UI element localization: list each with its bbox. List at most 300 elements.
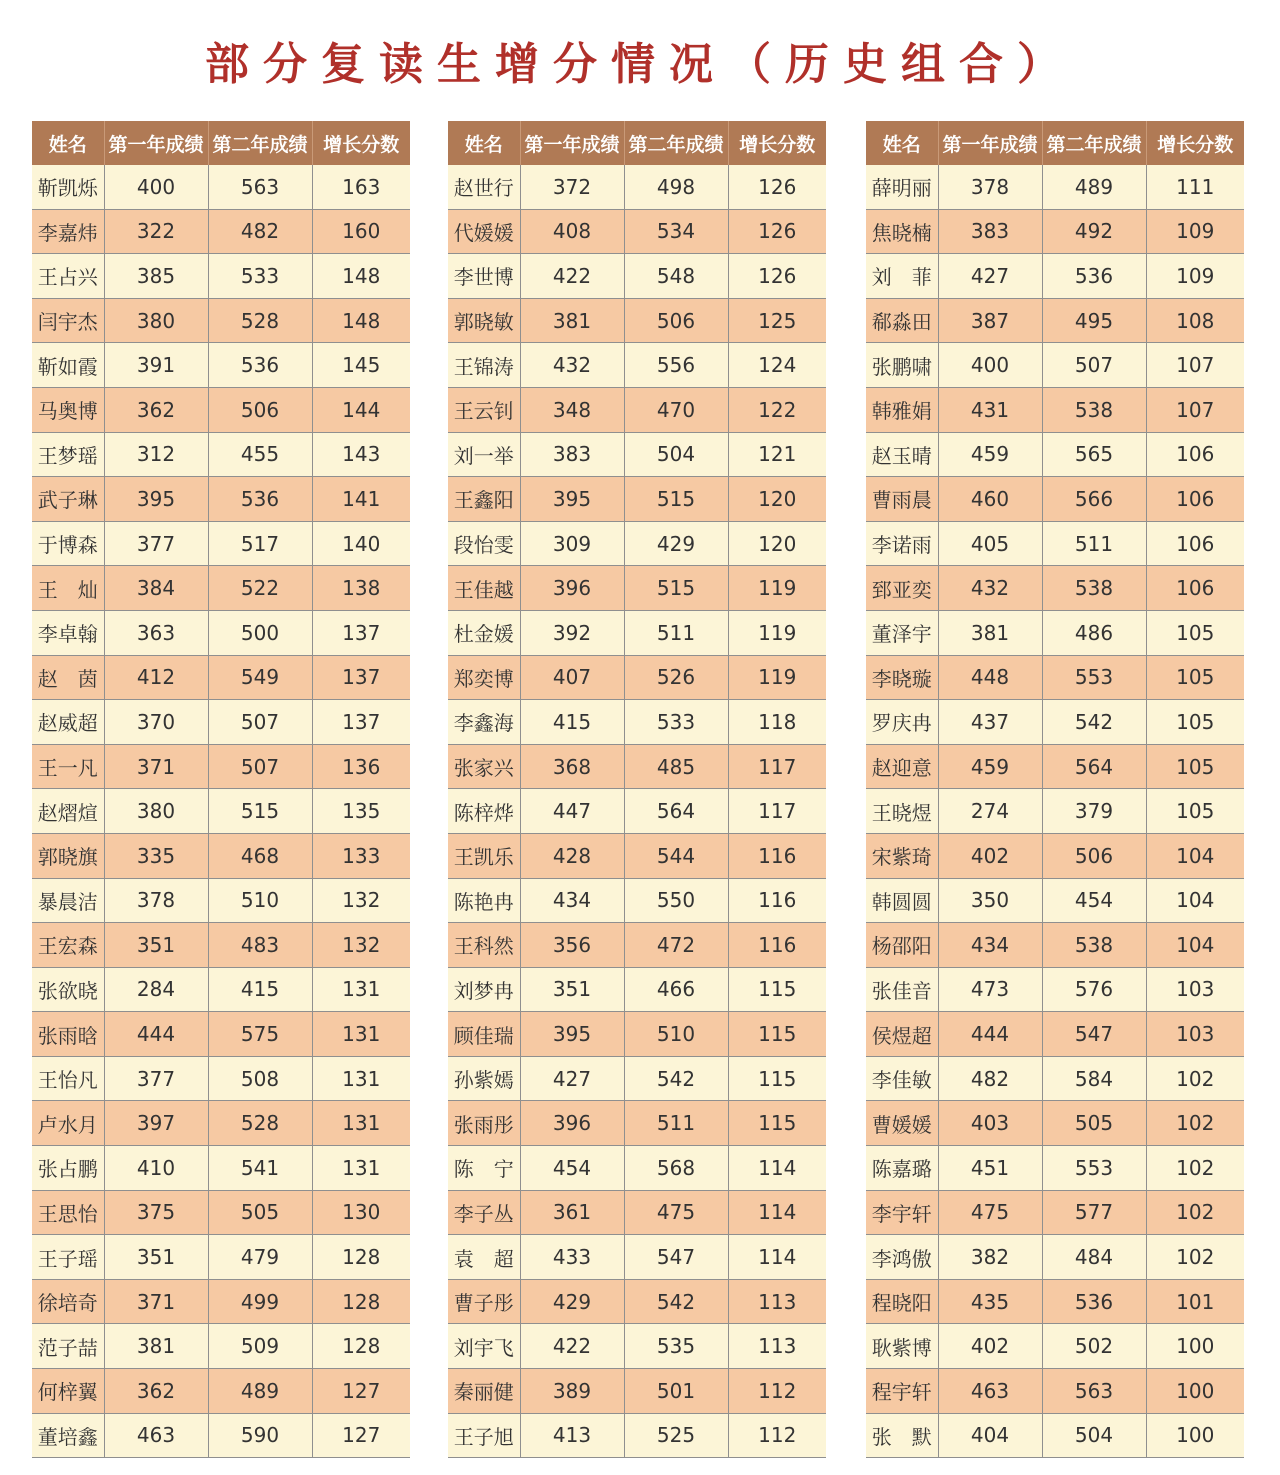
table-row xyxy=(32,477,410,522)
student-name: 李晓璇 xyxy=(866,655,938,700)
second-year-score: 511 xyxy=(1042,521,1146,566)
header-first-year: 第一年成绩 xyxy=(104,121,208,165)
second-year-score: 538 xyxy=(1042,566,1146,611)
student-name: 刘宇飞 xyxy=(448,1324,520,1369)
first-year-score: 370 xyxy=(104,700,208,745)
header-name: 姓名 xyxy=(866,121,938,165)
score-increase: 103 xyxy=(1146,1012,1244,1057)
first-year-score: 362 xyxy=(104,1369,208,1414)
second-year-score: 466 xyxy=(624,967,728,1012)
score-increase: 125 xyxy=(728,298,826,343)
first-year-score: 434 xyxy=(520,878,624,923)
student-name: 赵 茵 xyxy=(32,655,104,700)
student-name: 程宇轩 xyxy=(866,1369,938,1414)
score-increase: 112 xyxy=(728,1413,826,1458)
student-name: 韩圆圆 xyxy=(866,878,938,923)
first-year-score: 384 xyxy=(104,566,208,611)
table-row xyxy=(448,1279,826,1324)
second-year-score: 511 xyxy=(624,610,728,655)
first-year-score: 383 xyxy=(938,209,1042,254)
table-row xyxy=(448,1235,826,1280)
second-year-score: 536 xyxy=(1042,254,1146,299)
first-year-score: 361 xyxy=(520,1190,624,1235)
student-name: 孙紫嫣 xyxy=(448,1056,520,1101)
first-year-score: 459 xyxy=(938,432,1042,477)
second-year-score: 508 xyxy=(208,1056,312,1101)
table-row xyxy=(32,610,410,655)
first-year-score: 397 xyxy=(104,1101,208,1146)
table-row xyxy=(866,1413,1244,1458)
second-year-score: 536 xyxy=(1042,1279,1146,1324)
table-row xyxy=(32,744,410,789)
score-increase: 100 xyxy=(1146,1324,1244,1369)
second-year-score: 492 xyxy=(1042,209,1146,254)
second-year-score: 568 xyxy=(624,1146,728,1191)
second-year-score: 489 xyxy=(1042,165,1146,209)
score-table-2 xyxy=(448,121,826,1458)
table-row xyxy=(32,343,410,388)
header-second-year: 第二年成绩 xyxy=(624,121,728,165)
second-year-score: 515 xyxy=(208,789,312,834)
score-increase: 141 xyxy=(312,477,410,522)
score-increase: 118 xyxy=(728,700,826,745)
student-name: 李鸿傲 xyxy=(866,1235,938,1280)
first-year-score: 475 xyxy=(938,1190,1042,1235)
score-increase: 145 xyxy=(312,343,410,388)
second-year-score: 575 xyxy=(208,1012,312,1057)
table-row xyxy=(32,878,410,923)
first-year-score: 381 xyxy=(104,1324,208,1369)
second-year-score: 536 xyxy=(208,477,312,522)
first-year-score: 391 xyxy=(104,343,208,388)
first-year-score: 482 xyxy=(938,1056,1042,1101)
table-row xyxy=(866,254,1244,299)
first-year-score: 351 xyxy=(520,967,624,1012)
score-table-1 xyxy=(32,121,410,1458)
table-row xyxy=(866,1324,1244,1369)
table-row xyxy=(866,878,1244,923)
table-row xyxy=(32,165,410,209)
second-year-score: 542 xyxy=(1042,700,1146,745)
score-increase: 106 xyxy=(1146,566,1244,611)
score-increase: 102 xyxy=(1146,1190,1244,1235)
student-name: 于博森 xyxy=(32,521,104,566)
second-year-score: 538 xyxy=(1042,387,1146,432)
score-increase: 131 xyxy=(312,1101,410,1146)
header-second-year: 第二年成绩 xyxy=(1042,121,1146,165)
score-increase: 140 xyxy=(312,521,410,566)
first-year-score: 309 xyxy=(520,521,624,566)
second-year-score: 577 xyxy=(1042,1190,1146,1235)
table-row xyxy=(32,254,410,299)
student-name: 李卓翰 xyxy=(32,610,104,655)
student-name: 郭晓旗 xyxy=(32,833,104,878)
score-increase: 122 xyxy=(728,387,826,432)
student-name: 王宏森 xyxy=(32,923,104,968)
student-name: 曹雨晨 xyxy=(866,477,938,522)
second-year-score: 489 xyxy=(208,1369,312,1414)
first-year-score: 413 xyxy=(520,1413,624,1458)
second-year-score: 504 xyxy=(1042,1413,1146,1458)
student-name: 赵玉晴 xyxy=(866,432,938,477)
table-row xyxy=(32,967,410,1012)
score-increase: 106 xyxy=(1146,432,1244,477)
second-year-score: 472 xyxy=(624,923,728,968)
first-year-score: 371 xyxy=(104,744,208,789)
table-row xyxy=(448,1146,826,1191)
table-row xyxy=(32,1056,410,1101)
score-increase: 137 xyxy=(312,655,410,700)
first-year-score: 402 xyxy=(938,1324,1042,1369)
first-year-score: 380 xyxy=(104,298,208,343)
student-name: 王 灿 xyxy=(32,566,104,611)
score-increase: 104 xyxy=(1146,833,1244,878)
second-year-score: 584 xyxy=(1042,1056,1146,1101)
table-row xyxy=(32,700,410,745)
table-row xyxy=(866,566,1244,611)
score-increase: 102 xyxy=(1146,1146,1244,1191)
score-increase: 131 xyxy=(312,1056,410,1101)
table-row xyxy=(448,298,826,343)
score-increase: 126 xyxy=(728,165,826,209)
score-increase: 103 xyxy=(1146,967,1244,1012)
student-name: 王子瑶 xyxy=(32,1235,104,1280)
student-name: 王佳越 xyxy=(448,566,520,611)
header-first-year: 第一年成绩 xyxy=(520,121,624,165)
first-year-score: 378 xyxy=(104,878,208,923)
second-year-score: 484 xyxy=(1042,1235,1146,1280)
student-name: 李宇轩 xyxy=(866,1190,938,1235)
student-name: 刘 菲 xyxy=(866,254,938,299)
student-name: 武子琳 xyxy=(32,477,104,522)
table-row xyxy=(448,209,826,254)
table-row xyxy=(448,1056,826,1101)
student-name: 赵威超 xyxy=(32,700,104,745)
score-increase: 107 xyxy=(1146,387,1244,432)
first-year-score: 437 xyxy=(938,700,1042,745)
second-year-score: 510 xyxy=(208,878,312,923)
score-increase: 115 xyxy=(728,1101,826,1146)
first-year-score: 395 xyxy=(104,477,208,522)
student-name: 陈嘉璐 xyxy=(866,1146,938,1191)
second-year-score: 522 xyxy=(208,566,312,611)
first-year-score: 427 xyxy=(938,254,1042,299)
score-increase: 143 xyxy=(312,432,410,477)
student-name: 刘一举 xyxy=(448,432,520,477)
first-year-score: 389 xyxy=(520,1369,624,1414)
score-increase: 127 xyxy=(312,1369,410,1414)
second-year-score: 482 xyxy=(208,209,312,254)
student-name: 代媛媛 xyxy=(448,209,520,254)
first-year-score: 402 xyxy=(938,833,1042,878)
score-increase: 138 xyxy=(312,566,410,611)
table-row xyxy=(448,744,826,789)
first-year-score: 407 xyxy=(520,655,624,700)
score-increase: 105 xyxy=(1146,610,1244,655)
first-year-score: 284 xyxy=(104,967,208,1012)
table-row xyxy=(448,165,826,209)
score-increase: 114 xyxy=(728,1235,826,1280)
first-year-score: 368 xyxy=(520,744,624,789)
student-name: 王锦涛 xyxy=(448,343,520,388)
second-year-score: 499 xyxy=(208,1279,312,1324)
second-year-score: 486 xyxy=(1042,610,1146,655)
student-name: 董培鑫 xyxy=(32,1413,104,1458)
first-year-score: 434 xyxy=(938,923,1042,968)
table-row xyxy=(866,744,1244,789)
score-increase: 137 xyxy=(312,610,410,655)
student-name: 王一凡 xyxy=(32,744,104,789)
second-year-score: 535 xyxy=(624,1324,728,1369)
second-year-score: 379 xyxy=(1042,789,1146,834)
score-increase: 105 xyxy=(1146,655,1244,700)
score-increase: 148 xyxy=(312,298,410,343)
first-year-score: 371 xyxy=(104,1279,208,1324)
table-row xyxy=(866,477,1244,522)
second-year-score: 548 xyxy=(624,254,728,299)
first-year-score: 400 xyxy=(104,165,208,209)
student-name: 王晓煜 xyxy=(866,789,938,834)
first-year-score: 433 xyxy=(520,1235,624,1280)
first-year-score: 351 xyxy=(104,1235,208,1280)
second-year-score: 507 xyxy=(208,700,312,745)
first-year-score: 431 xyxy=(938,387,1042,432)
second-year-score: 501 xyxy=(624,1369,728,1414)
score-increase: 100 xyxy=(1146,1369,1244,1414)
first-year-score: 392 xyxy=(520,610,624,655)
second-year-score: 549 xyxy=(208,655,312,700)
first-year-score: 382 xyxy=(938,1235,1042,1280)
first-year-score: 410 xyxy=(104,1146,208,1191)
student-name: 张占鹏 xyxy=(32,1146,104,1191)
score-increase: 132 xyxy=(312,923,410,968)
first-year-score: 412 xyxy=(104,655,208,700)
student-name: 杨邵阳 xyxy=(866,923,938,968)
score-increase: 120 xyxy=(728,521,826,566)
second-year-score: 564 xyxy=(624,789,728,834)
second-year-score: 563 xyxy=(208,165,312,209)
student-name: 段怡雯 xyxy=(448,521,520,566)
table-row xyxy=(448,1101,826,1146)
table-row xyxy=(32,1012,410,1057)
student-name: 张欲晓 xyxy=(32,967,104,1012)
score-increase: 144 xyxy=(312,387,410,432)
score-increase: 102 xyxy=(1146,1235,1244,1280)
second-year-score: 475 xyxy=(624,1190,728,1235)
table-row xyxy=(448,387,826,432)
score-increase: 119 xyxy=(728,610,826,655)
second-year-score: 511 xyxy=(624,1101,728,1146)
student-name: 郗淼田 xyxy=(866,298,938,343)
student-name: 王梦瑶 xyxy=(32,432,104,477)
table-row xyxy=(866,789,1244,834)
first-year-score: 350 xyxy=(938,878,1042,923)
score-increase: 102 xyxy=(1146,1101,1244,1146)
score-increase: 160 xyxy=(312,209,410,254)
first-year-score: 444 xyxy=(104,1012,208,1057)
table-row xyxy=(32,298,410,343)
second-year-score: 576 xyxy=(1042,967,1146,1012)
first-year-score: 377 xyxy=(104,1056,208,1101)
second-year-score: 495 xyxy=(1042,298,1146,343)
second-year-score: 510 xyxy=(624,1012,728,1057)
table-row xyxy=(448,1324,826,1369)
score-increase: 128 xyxy=(312,1279,410,1324)
table-row xyxy=(866,1146,1244,1191)
table-row xyxy=(32,1413,410,1458)
score-increase: 111 xyxy=(1146,165,1244,209)
student-name: 赵世行 xyxy=(448,165,520,209)
first-year-score: 383 xyxy=(520,432,624,477)
second-year-score: 505 xyxy=(208,1190,312,1235)
table-row xyxy=(448,789,826,834)
first-year-score: 444 xyxy=(938,1012,1042,1057)
table-row xyxy=(866,1012,1244,1057)
first-year-score: 362 xyxy=(104,387,208,432)
score-increase: 148 xyxy=(312,254,410,299)
table-row xyxy=(866,610,1244,655)
table-row xyxy=(866,1101,1244,1146)
table-row xyxy=(866,165,1244,209)
second-year-score: 506 xyxy=(624,298,728,343)
table-row xyxy=(448,477,826,522)
student-name: 赵熠煊 xyxy=(32,789,104,834)
first-year-score: 335 xyxy=(104,833,208,878)
second-year-score: 528 xyxy=(208,298,312,343)
student-name: 张雨晗 xyxy=(32,1012,104,1057)
score-increase: 108 xyxy=(1146,298,1244,343)
second-year-score: 504 xyxy=(624,432,728,477)
score-increase: 112 xyxy=(728,1369,826,1414)
first-year-score: 459 xyxy=(938,744,1042,789)
table-row xyxy=(32,1146,410,1191)
score-increase: 163 xyxy=(312,165,410,209)
second-year-score: 590 xyxy=(208,1413,312,1458)
header-name: 姓名 xyxy=(448,121,520,165)
score-increase: 114 xyxy=(728,1190,826,1235)
score-increase: 124 xyxy=(728,343,826,388)
first-year-score: 451 xyxy=(938,1146,1042,1191)
score-increase: 136 xyxy=(312,744,410,789)
second-year-score: 553 xyxy=(1042,655,1146,700)
first-year-score: 356 xyxy=(520,923,624,968)
score-increase: 131 xyxy=(312,967,410,1012)
first-year-score: 351 xyxy=(104,923,208,968)
score-increase: 104 xyxy=(1146,923,1244,968)
table-row xyxy=(448,1012,826,1057)
score-increase: 128 xyxy=(312,1235,410,1280)
second-year-score: 538 xyxy=(1042,923,1146,968)
score-increase: 116 xyxy=(728,878,826,923)
first-year-score: 415 xyxy=(520,700,624,745)
first-year-score: 274 xyxy=(938,789,1042,834)
first-year-score: 473 xyxy=(938,967,1042,1012)
score-increase: 109 xyxy=(1146,254,1244,299)
second-year-score: 550 xyxy=(624,878,728,923)
header-name: 姓名 xyxy=(32,121,104,165)
table-row xyxy=(448,700,826,745)
table-header-row xyxy=(32,121,410,165)
second-year-score: 517 xyxy=(208,521,312,566)
student-name: 薛明丽 xyxy=(866,165,938,209)
table-row xyxy=(32,1190,410,1235)
second-year-score: 479 xyxy=(208,1235,312,1280)
student-name: 王云钊 xyxy=(448,387,520,432)
table-row xyxy=(448,967,826,1012)
second-year-score: 515 xyxy=(624,477,728,522)
student-name: 张 默 xyxy=(866,1413,938,1458)
second-year-score: 483 xyxy=(208,923,312,968)
student-name: 曹媛媛 xyxy=(866,1101,938,1146)
first-year-score: 400 xyxy=(938,343,1042,388)
first-year-score: 312 xyxy=(104,432,208,477)
first-year-score: 378 xyxy=(938,165,1042,209)
score-table-3 xyxy=(866,121,1244,1458)
first-year-score: 348 xyxy=(520,387,624,432)
table-row xyxy=(448,923,826,968)
student-name: 侯煜超 xyxy=(866,1012,938,1057)
score-increase: 117 xyxy=(728,744,826,789)
first-year-score: 395 xyxy=(520,477,624,522)
second-year-score: 542 xyxy=(624,1279,728,1324)
table-row xyxy=(448,432,826,477)
student-name: 王占兴 xyxy=(32,254,104,299)
score-increase: 109 xyxy=(1146,209,1244,254)
student-name: 韩雅娟 xyxy=(866,387,938,432)
score-increase: 114 xyxy=(728,1146,826,1191)
score-increase: 105 xyxy=(1146,789,1244,834)
student-name: 董泽宇 xyxy=(866,610,938,655)
second-year-score: 526 xyxy=(624,655,728,700)
student-name: 李诺雨 xyxy=(866,521,938,566)
second-year-score: 556 xyxy=(624,343,728,388)
score-increase: 119 xyxy=(728,655,826,700)
table-row xyxy=(32,209,410,254)
first-year-score: 322 xyxy=(104,209,208,254)
first-year-score: 380 xyxy=(104,789,208,834)
second-year-score: 542 xyxy=(624,1056,728,1101)
table-row xyxy=(448,1190,826,1235)
table-row xyxy=(866,432,1244,477)
first-year-score: 405 xyxy=(938,521,1042,566)
student-name: 王鑫阳 xyxy=(448,477,520,522)
table-row xyxy=(32,1279,410,1324)
score-increase: 131 xyxy=(312,1012,410,1057)
student-name: 何梓翼 xyxy=(32,1369,104,1414)
student-name: 张家兴 xyxy=(448,744,520,789)
student-name: 王凯乐 xyxy=(448,833,520,878)
score-increase: 132 xyxy=(312,878,410,923)
first-year-score: 432 xyxy=(938,566,1042,611)
score-increase: 133 xyxy=(312,833,410,878)
first-year-score: 385 xyxy=(104,254,208,299)
second-year-score: 544 xyxy=(624,833,728,878)
header-increase: 增长分数 xyxy=(312,121,410,165)
second-year-score: 500 xyxy=(208,610,312,655)
student-name: 李子丛 xyxy=(448,1190,520,1235)
student-name: 卢水月 xyxy=(32,1101,104,1146)
table-row xyxy=(866,655,1244,700)
table-row xyxy=(32,789,410,834)
table-row xyxy=(32,923,410,968)
student-name: 张鹏啸 xyxy=(866,343,938,388)
score-increase: 113 xyxy=(728,1324,826,1369)
student-name: 耿紫博 xyxy=(866,1324,938,1369)
second-year-score: 534 xyxy=(624,209,728,254)
first-year-score: 403 xyxy=(938,1101,1042,1146)
second-year-score: 528 xyxy=(208,1101,312,1146)
table-row xyxy=(866,967,1244,1012)
